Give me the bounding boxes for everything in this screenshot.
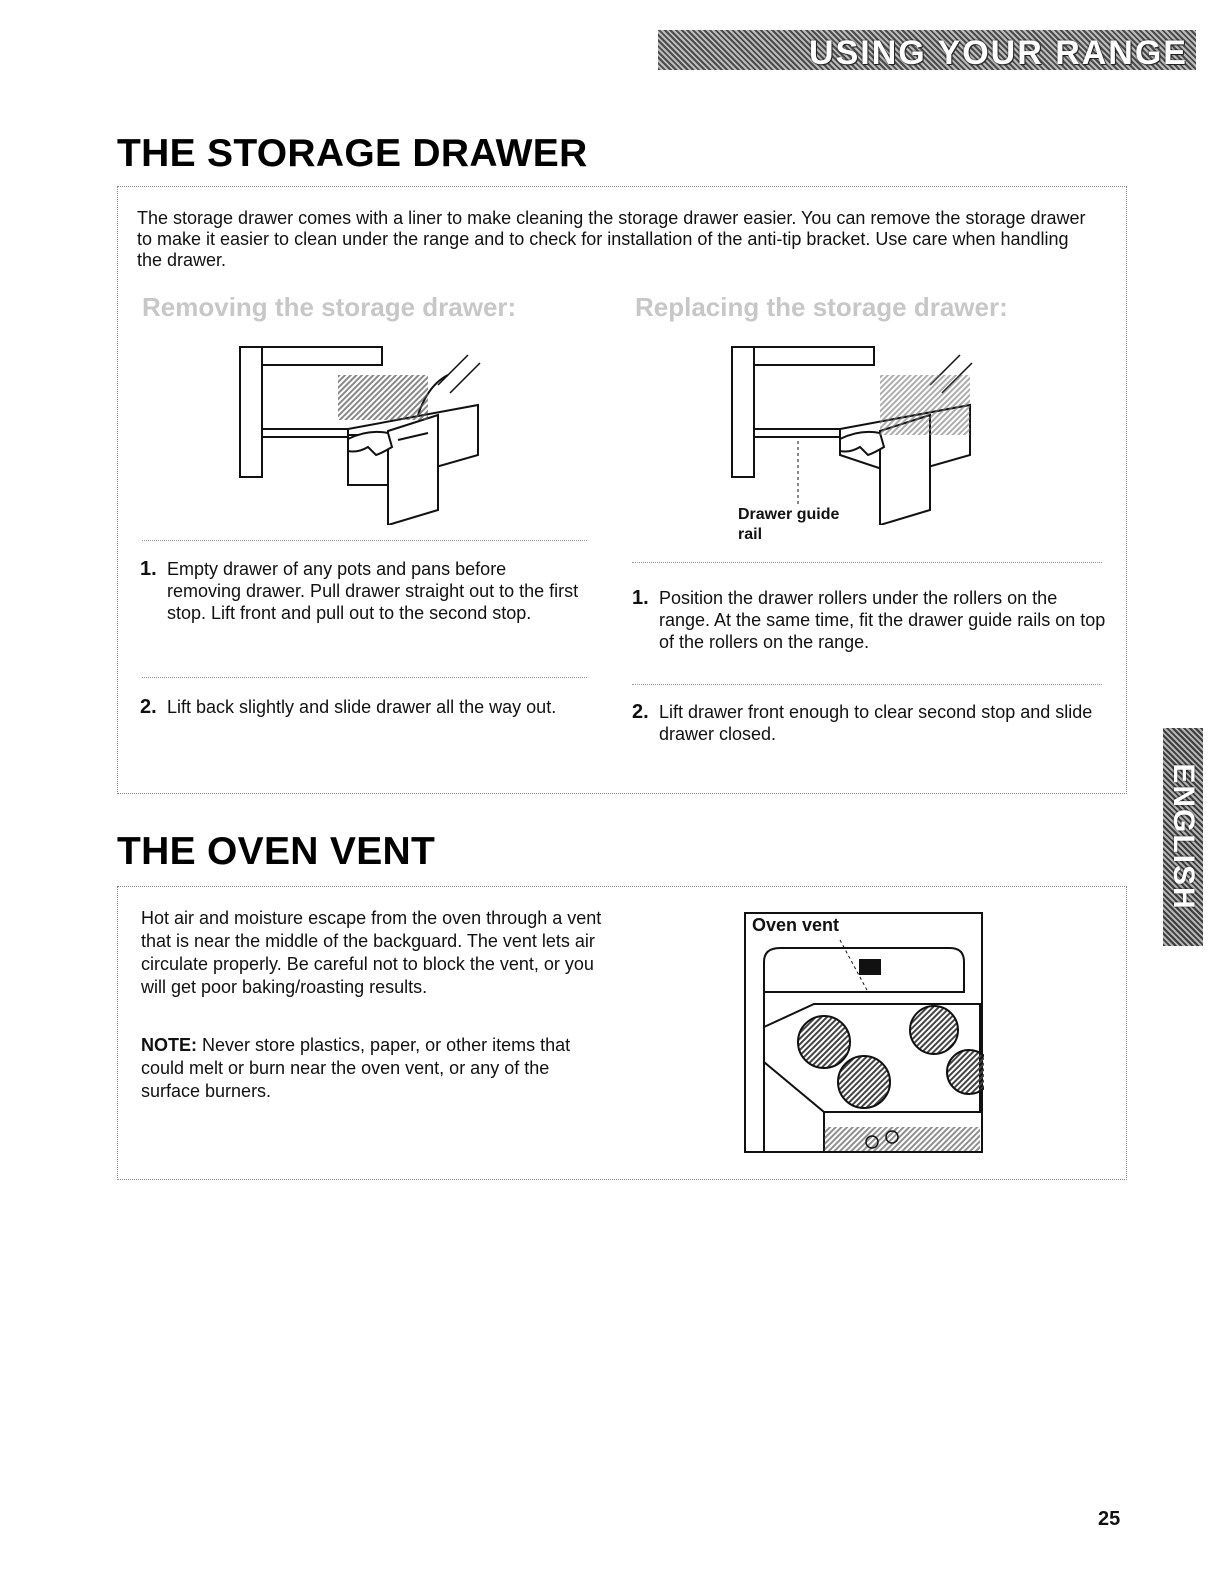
language-tab	[1163, 728, 1203, 946]
oven-vent-label: Oven vent	[752, 915, 840, 935]
section-banner	[658, 30, 1196, 70]
replacing-step-2	[632, 701, 1112, 745]
divider	[142, 677, 587, 678]
removing-step-2	[140, 696, 580, 718]
storage-drawer-intro: The storage drawer comes with a liner to make cleaning the storage drawer easier. You can remove the storage drawer to make it easier to clean under the range and to check for installation of the anti-tip bracket. Use care when handling the drawer.	[137, 208, 1086, 270]
divider	[632, 562, 1102, 563]
removing-drawer-illustration	[238, 345, 500, 525]
page-number: 25	[1098, 1508, 1121, 1530]
step-text: Empty drawer of any pots and pans before removing drawer. Pull drawer straight out to the first stop. Lift front and pull out to the second stop.	[167, 559, 579, 623]
step-text: Lift drawer front enough to clear second stop and slide drawer closed.	[659, 702, 1093, 744]
rail-label: rail	[738, 526, 763, 543]
removing-step-1	[140, 558, 580, 624]
language-tab-text: ENGLISH	[1167, 763, 1200, 911]
step-text: Lift back slightly and slide drawer all the way out.	[167, 697, 557, 717]
oven-vent-illustration	[744, 912, 984, 1154]
divider	[632, 684, 1102, 685]
oven-vent-paragraph: Hot air and moisture escape from the oven through a vent that is near the middle of the backguard. The vent lets air circulate properly. Be careful not to block the vent, or you will get poor baking/roasting results.	[141, 908, 602, 997]
step-number: 2.	[632, 701, 649, 723]
storage-drawer-title: THE STORAGE DRAWER	[117, 132, 588, 175]
drawer-guide-label: Drawer guide	[738, 506, 840, 523]
replacing-drawer-illustration	[730, 345, 992, 525]
note-text: Never store plastics, paper, or other items that could melt or burn near the oven vent, or any of the surface burners.	[141, 1035, 571, 1101]
step-number: 1.	[140, 558, 157, 580]
replacing-heading: Replacing the storage drawer:	[635, 292, 1008, 322]
step-text: Position the drawer rollers under the rollers on the range. At the same time, fit the drawer guide rails on top of the rollers on the range.	[659, 588, 1106, 652]
divider	[142, 540, 587, 541]
note-label: NOTE:	[141, 1035, 197, 1055]
removing-heading: Removing the storage drawer:	[142, 292, 517, 322]
step-number: 1.	[632, 587, 649, 609]
oven-vent-title: THE OVEN VENT	[117, 830, 436, 873]
section-banner-text: USING YOUR RANGE	[809, 34, 1188, 70]
oven-vent-note	[141, 1034, 611, 1103]
replacing-step-1	[632, 587, 1112, 653]
step-number: 2.	[140, 696, 157, 718]
